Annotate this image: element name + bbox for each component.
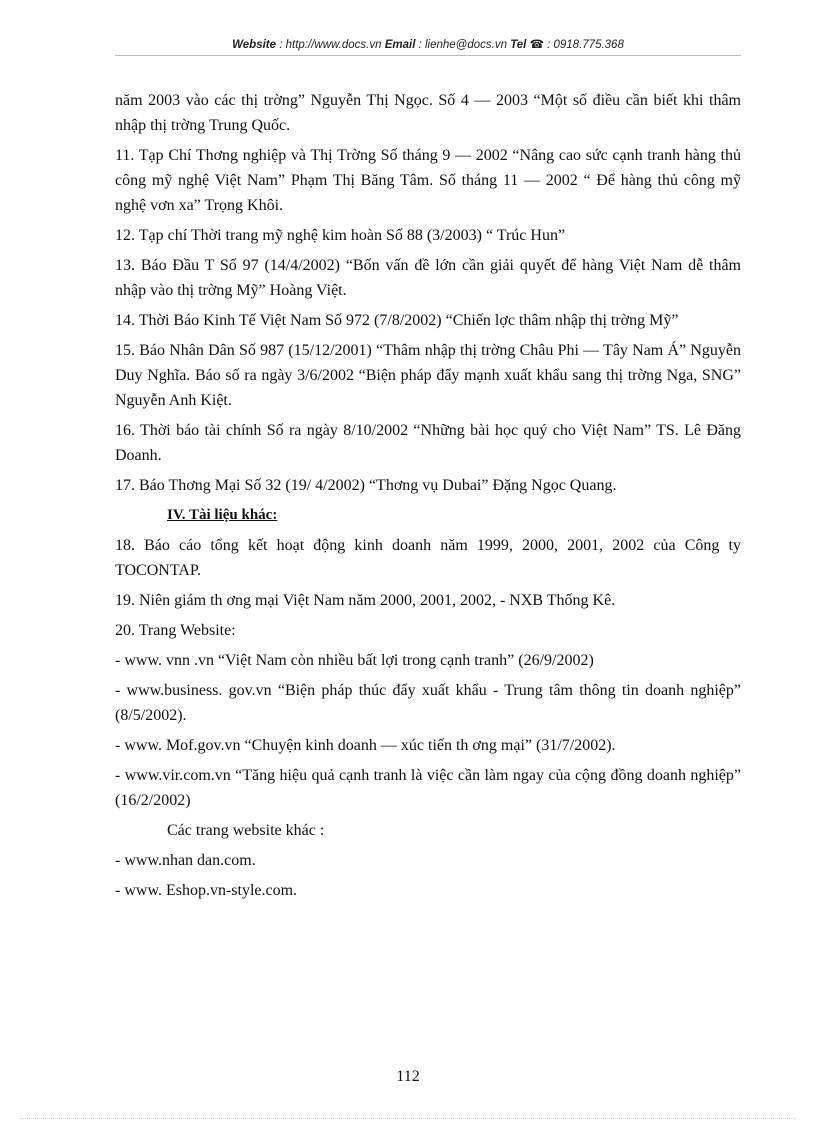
section-heading: IV. Tài liệu khác: xyxy=(167,507,278,523)
reference-paragraph: 16. Thời báo tài chính Số ra ngày 8/10/2002 “Những bài học quý cho Việt Nam” TS. Lê Đăng Doanh. xyxy=(115,422,741,464)
other-websites-label: Các trang website khác : xyxy=(167,822,325,839)
website-reference: - www.nhan dan.com. xyxy=(115,852,256,869)
reference-paragraph: 12. Tạp chí Thời trang mỹ nghệ kim hoàn Số 88 (3/2003) “ Trúc Hun” xyxy=(115,227,566,244)
reference-item: 19. Niên giám th ơng mại Việt Nam năm 2000, 2001, 2002, - NXB Thống Kê. xyxy=(115,592,616,609)
email-label: Email xyxy=(384,39,416,51)
reference-paragraph: 11. Tạp Chí Thơng nghiệp và Thị Trờng Số tháng 9 — 2002 “Nâng cao sức cạnh tranh hàng thủ công mỹ nghệ Việt Nam” Phạm Thị Băng Tâm. Số tháng 11 — 2002 “ Để hàng thủ công mỹ nghệ vơn xa” Trọng Khôi. xyxy=(115,147,741,214)
reference-item: 18. Báo cáo tổng kết hoạt động kinh doanh năm 1999, 2000, 2001, 2002 của Công ty TOCONTAP. xyxy=(115,537,741,579)
reference-paragraph: 15. Báo Nhân Dân Số 987 (15/12/2001) “Thâm nhập thị trờng Châu Phi — Tây Nam Á” Nguyễn Duy Nghĩa. Báo số ra ngày 3/6/2002 “Biện pháp đẩy mạnh xuất khẩu sang thị trờng Nga, SNG” Nguyễn Anh Kiệt. xyxy=(115,342,741,409)
page-header xyxy=(115,37,741,51)
website-label: Website xyxy=(232,39,277,51)
email-value: : lienhe@docs.vn xyxy=(418,39,507,51)
website-reference: - www. vnn .vn “Việt Nam còn nhiều bất lợi trong cạnh tranh” (26/9/2002) xyxy=(115,652,594,669)
reference-paragraph: 14. Thời Báo Kinh Tế Việt Nam Số 972 (7/8/2002) “Chiến lợc thâm nhập thị trờng Mỹ” xyxy=(115,312,679,329)
reference-item: 20. Trang Website: xyxy=(115,622,236,639)
header-divider xyxy=(115,55,741,56)
website-value: : http://www.docs.vn xyxy=(279,39,382,51)
website-reference: - www. Eshop.vn-style.com. xyxy=(115,882,298,899)
reference-paragraph: năm 2003 vào các thị trờng” Nguyễn Thị Ngọc. Số 4 — 2003 “Một số điều cần biết khi thâm nhập thị trờng Trung Quốc. xyxy=(115,92,741,134)
website-reference: - www.vir.com.vn “Tăng hiệu quả cạnh tranh là việc cần làm ngay của cộng đồng doanh nghiệp” (16/2/2002) xyxy=(115,767,741,809)
website-reference: - www. Mof.gov.vn “Chuyện kinh doanh — xúc tiến th ơng mại” (31/7/2002). xyxy=(115,737,616,754)
page-number: 112 xyxy=(396,1068,420,1085)
tel-label: Tel ☎ xyxy=(510,39,544,51)
document-body xyxy=(115,88,741,908)
tel-value: : 0918.775.368 xyxy=(547,39,624,51)
reference-paragraph: 17. Báo Thơng Mại Số 32 (19/ 4/2002) “Thơng vụ Dubai” Đặng Ngọc Quang. xyxy=(115,477,617,494)
footer-divider xyxy=(20,1118,796,1119)
website-reference: - www.business. gov.vn “Biện pháp thúc đẩy xuất khẩu - Trung tâm thông tin doanh nghiệp” (8/5/2002). xyxy=(115,682,741,724)
reference-paragraph: 13. Báo Đầu T Số 97 (14/4/2002) “Bốn vấn đề lớn cần giải quyết để hàng Việt Nam dễ thâm nhập vào thị trờng Mỹ” Hoàng Việt. xyxy=(115,257,741,299)
